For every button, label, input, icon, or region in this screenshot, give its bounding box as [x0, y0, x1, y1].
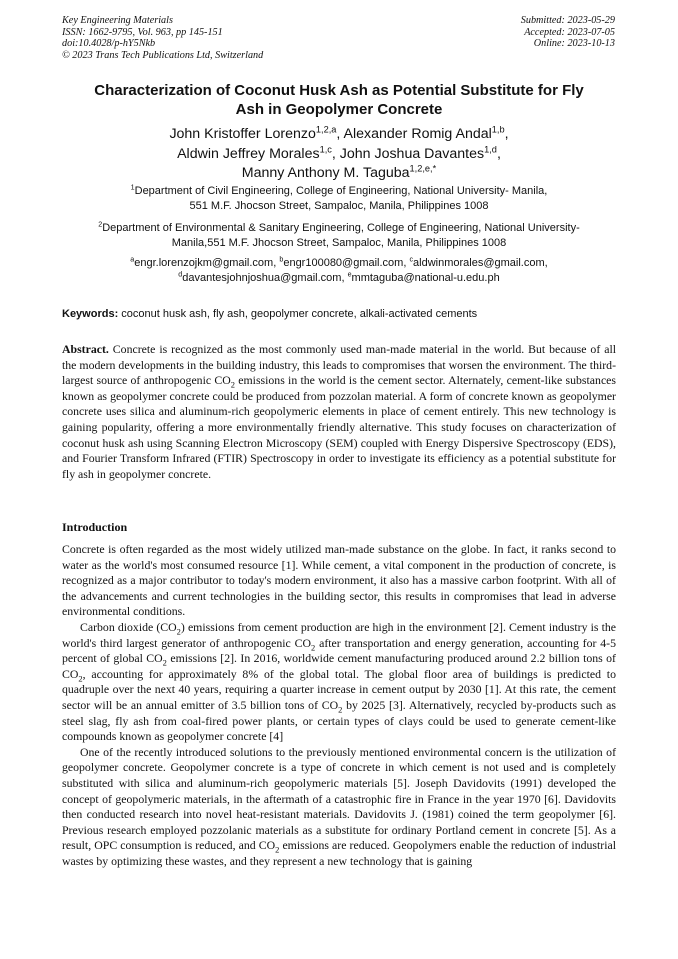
- author-sup: 1,d: [484, 143, 497, 154]
- keywords: [62, 307, 616, 321]
- title-line-1: Characterization of Coconut Husk Ash as Potential Substitute for Fly: [94, 82, 584, 99]
- email-link[interactable]: aldwinmorales@gmail.com: [413, 257, 545, 269]
- abstract-label: Abstract.: [62, 342, 109, 356]
- author-line-3: [62, 164, 616, 184]
- author-sep: ,: [336, 126, 344, 142]
- abstract-text: Concrete is recognized as the most commonly used man-made material in the world. But because of all the modern developments in the building industry, this leads to compromises that worsen the environment. The third-largest source of anthropogenic CO: [62, 342, 616, 388]
- affiliation-line: Department of Civil Engineering, College of Engineering, National University- Manila,: [134, 185, 548, 197]
- email-sup: c: [409, 255, 414, 264]
- email-sup: b: [279, 255, 284, 264]
- online-date: Online: 2023-10-13: [533, 38, 615, 50]
- author-sep: ,: [496, 145, 501, 162]
- introduction-body: [62, 542, 616, 869]
- journal-header: [62, 15, 263, 61]
- paragraph-3: [62, 745, 616, 870]
- author-emails: [62, 256, 616, 286]
- author-sup: 1,2,e,*: [409, 163, 437, 174]
- email-sep: ,: [403, 257, 410, 269]
- email-sup: d: [178, 270, 183, 279]
- author-sep: ,: [331, 145, 340, 162]
- submitted-date: Submitted: 2023-05-29: [520, 15, 615, 26]
- section-heading: Introduction: [62, 520, 128, 534]
- author-sup: 1,2,a: [315, 124, 337, 135]
- accepted-date: Accepted: 2023-07-05: [524, 26, 615, 38]
- email-link[interactable]: engr.lorenzojkm@gmail.com: [134, 257, 274, 269]
- author-name: John Kristoffer Lorenzo: [169, 126, 316, 142]
- affiliation-line: Department of Environmental & Sanitary Engineering, College of Engineering, National University-: [102, 222, 580, 234]
- author-name: John Joshua Davantes: [339, 145, 485, 162]
- author-name: Aldwin Jeffrey Morales: [177, 145, 320, 162]
- abstract: [62, 342, 616, 482]
- journal-name: Key Engineering Materials: [62, 15, 173, 26]
- affiliation-sup: 1: [130, 183, 135, 192]
- subscript: 2: [176, 626, 181, 637]
- author-line-2: [62, 145, 616, 165]
- keywords-label: Keywords:: [62, 308, 119, 320]
- email-link[interactable]: mmtaguba@national-u.edu.ph: [351, 272, 500, 285]
- paragraph-2: [62, 620, 616, 745]
- text-run: emissions [2]. In 2016, worldwide cement manufacturing produced around 2.2 billion tons of CO: [62, 651, 616, 681]
- affiliation-sup: 2: [98, 220, 103, 229]
- text-run: by 2025 [3]. Alternatively, recycled by-products such as steel slag, fly ash from coal-fired power plants, or certain types of clays could be used to generate cement-like compounds known as geopolymer concrete [4]: [62, 697, 616, 744]
- affiliation-2: [62, 221, 616, 251]
- author-list: [62, 125, 616, 184]
- paper-title: [62, 81, 616, 119]
- affiliation-line: 551 M.F. Jhocson Street, Sampaloc, Manila, Philippines 1008: [189, 200, 489, 213]
- subscript: 2: [230, 379, 235, 390]
- subscript: 2: [162, 657, 167, 668]
- keywords-text: coconut husk ash, fly ash, geopolymer concrete, alkali-activated cements: [118, 308, 478, 320]
- subscript: 2: [311, 641, 316, 652]
- email-link[interactable]: davantesjohnjoshua@gmail.com: [182, 272, 342, 285]
- abstract-text: emissions in the world is the cement sector. Alternately, cement-like substances known as geopolymer concrete could be produced from pozzolan material. A form of concrete known as geopolymer concrete uses silica and aluminum-rich geopolymeric elements in place of cement entirely. This new technology is gaining popularity, offering a more environmentally friendly alternative. This study focuses on characterization of coconut husk ash using Scanning Electron Microscopy (SEM) coupled with Energy Dispersive Spectroscopy (EDS), and Fourier Transform Infrared (FTIR) Spectroscopy in order to investigate its efficiency as a potential substitute for fly ash in geopolymer concrete.: [62, 373, 617, 481]
- author-sup: 1,c: [319, 143, 332, 154]
- journal-doi: doi:10.4028/p-hY5Nkb: [62, 38, 156, 50]
- email-sep: ,: [544, 257, 548, 269]
- email-sup: e: [347, 270, 352, 279]
- journal-copyright: © 2023 Trans Tech Publications Ltd, Switzerland: [62, 49, 264, 61]
- email-sep: ,: [341, 272, 348, 285]
- title-line-2: Ash in Geopolymer Concrete: [235, 101, 443, 118]
- text-run: ) emissions from cement production are high in the environment [2]. Cement industry is the world's third largest generator of anthropogenic CO: [62, 619, 616, 650]
- author-sep: ,: [504, 126, 509, 142]
- text-run: after transportation and energy generation, accounting for 4-5 percent of global CO: [62, 635, 617, 666]
- affiliation-1: [62, 184, 616, 214]
- text-run: One of the recently introduced solutions to the previously mentioned environmental concern is the utilization of geopolymer concrete. Geopolymer concrete is a type of concrete in which cement is not used and is completely substituted with silica and aluminum-rich geopolymeric materials [5]. Joseph Davidovits (1991) developed the concept of geopolymeric materials, in the aftermath of a catastrophic fire in France in the year 1970 [6]. Davidovits then conducted research into novel heat-resistant materials. Davidovits J. (1981) coined the term geopolymer [6]. Previous research employed pozzolanic materials as a substitute for ordinary Portland cement in concrete [5]. As a result, OPC consumption is reduced, and CO: [62, 744, 616, 853]
- author-name: Alexander Romig Andal: [343, 126, 492, 142]
- subscript: 2: [78, 673, 83, 684]
- email-sup: a: [130, 255, 135, 264]
- journal-issn: ISSN: 1662-9795, Vol. 963, pp 145-151: [62, 26, 223, 38]
- text-run: Carbon dioxide (CO: [80, 619, 177, 634]
- subscript: 2: [275, 844, 280, 855]
- submission-dates: [521, 15, 615, 50]
- author-sup: 1,b: [491, 124, 505, 135]
- text-run: emissions are reduced. Geopolymers enable the reduction of industrial wastes by optimizing these wastes, and they represent a new technology that is gaining: [62, 838, 616, 868]
- subscript: 2: [338, 704, 343, 715]
- email-sep: ,: [273, 257, 280, 269]
- author-name: Manny Anthony M. Taguba: [241, 165, 410, 181]
- author-line-1: [62, 125, 616, 145]
- paragraph-1: Concrete is often regarded as the most widely utilized man-made substance on the globe. In fact, it ranks second to water as the world's most consumed resource [1]. While cement, a vital component in the production of concrete, is recognized as a major contributor to today's modern environment, it also has a massive carbon footprint. With all of the advancements and current technologies in the building sector, this results in compromises that lead in adverse environmental conditions.: [62, 542, 616, 619]
- email-link[interactable]: engr100080@gmail.com: [283, 257, 404, 269]
- affiliation-line: Manila,551 M.F. Jhocson Street, Sampaloc, Manila, Philippines 1008: [171, 237, 507, 250]
- text-run: , accounting for approximately 8% of the global total. The global floor area of buildings is predicted to quadruple over the next 40 years, requiring a quarter increase in cement output by 2030 [1]. At this rate, the cement sector will be an annual emitter of 3.5 billion tons of CO: [62, 666, 616, 712]
